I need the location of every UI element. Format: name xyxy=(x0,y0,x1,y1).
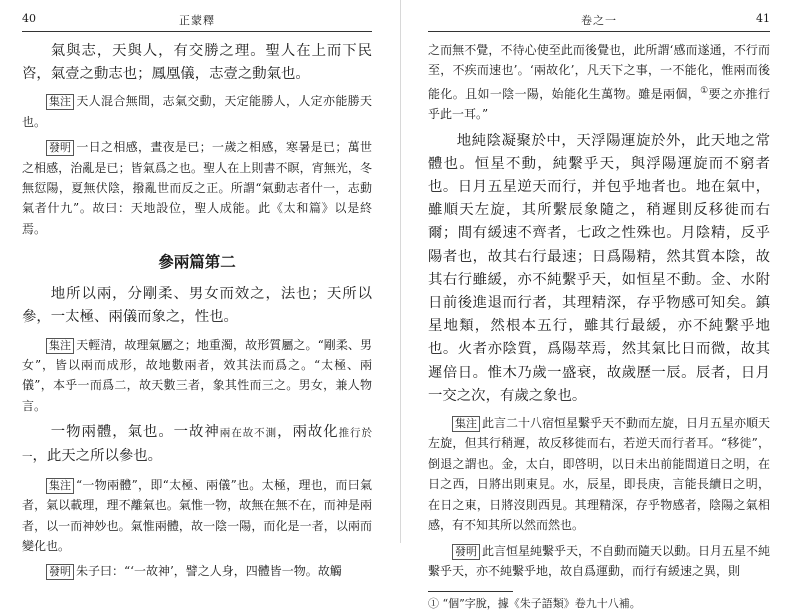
commentary-tag: 集注 xyxy=(46,478,74,494)
commentary-text: 天輕清，故理氣屬之；地重濁，故形質屬之。“剛柔、男女”，皆以兩而成形，故地數兩者，效其法而爲之。“太極、兩儀”，本乎一而爲二，故天數三者，象其性而三之。男女，兼人物言。 xyxy=(22,337,372,413)
right-content xyxy=(428,40,770,612)
footnote-marker: ① xyxy=(428,597,439,611)
commentary-tag: 集注 xyxy=(46,94,74,110)
elucidation-paragraph xyxy=(22,137,372,239)
continued-commentary xyxy=(428,40,770,125)
commentary-text: “一物兩體”，即“太極、兩儀”也。太極，理也，而曰氣者，氣以載理，理不離氣也。氣惟一物，故無在無不在，而神是兩者，以一而神妙也。氣惟兩體，故一陰一陽，而化是一者，以兩而變化也。 xyxy=(22,477,372,553)
footnote-text: “個”字脫，據《朱子語類》卷九十八補。 xyxy=(442,597,641,611)
footnote xyxy=(428,596,770,612)
left-page-number: 40 xyxy=(22,12,36,25)
elucidation-text: 一日之相感，晝夜是已；一歲之相感，寒暑是已；萬世之相感，治亂是已；皆氣爲之也。聖人在上則書不瞑，宵無光，冬無愆陽，夏無伏陰，撥亂世而反之正。所謂“氣動志者什一，志動氣者什九”。故曰：天地設位，聖人成能。此《太和篇》以是終焉。 xyxy=(22,140,372,236)
elucidation-paragraph xyxy=(428,541,770,582)
left-page xyxy=(0,0,400,579)
commentary-paragraph xyxy=(428,413,770,535)
commentary-text: 天人混合無間，志氣交動，天定能勝人，人定亦能勝天也。 xyxy=(22,94,372,129)
commentary-text: 之而無不覺，不待心使至此而後覺也，此所謂‘感而遂通，不行而至，不疾而速也’。‘兩故化’，凡天下之事，一不能化，惟兩而後能化。且如一陰一陽，始能化生萬物。雖是兩個， xyxy=(428,43,770,101)
elucidation-text: 朱子曰：“‘一故神’，譬之人身，四體皆一物。故觸 xyxy=(76,564,342,579)
commentary-tag: 集注 xyxy=(452,416,480,432)
main-text-paragraph: 地所以兩，分剛柔、男女而效之，法也；天所以參，一太極、兩儀而象之，性也。 xyxy=(22,286,372,326)
footnote-divider xyxy=(428,591,513,592)
commentary-paragraph xyxy=(22,475,372,557)
main-text-segment: ，此天之所以參也。 xyxy=(32,448,163,465)
footnote-reference: ① xyxy=(700,85,709,96)
elucidation-tag: 發明 xyxy=(46,564,74,580)
right-running-title: 卷之一 xyxy=(581,14,617,27)
main-text-paragraph xyxy=(22,421,372,469)
left-content xyxy=(22,40,372,582)
commentary-paragraph xyxy=(22,335,372,417)
interlinear-note: 推行於一 xyxy=(22,427,372,464)
commentary-tag: 集注 xyxy=(46,338,74,354)
left-header xyxy=(22,9,372,32)
right-header xyxy=(428,9,770,32)
elucidation-text: 此言恒星純繫乎天，不自動而隨天以動。日月五星不純繫乎天，亦不純繫乎地，故自爲運動，而行有緩速之異，則 xyxy=(428,543,771,578)
main-text-paragraph: 地純陰凝聚於中，天浮陽運旋於外，此天地之常體也。恒星不動，純繫乎天，與浮陽運旋而不窮者也。日月五星逆天而行，并包乎地者也。地在氣中，雖順天左旋，其所繫辰象隨之，稍遲則反移徙而右爾；間有緩速不齊者，七政之性殊也。月陰精，反乎陽者也，故其右行最速；日爲陽精，然其質本陰，故其右行雖緩，亦不純繫乎天，如恒星不動。金、水附日前後進退而行者，其理精深，存乎物感可知矣。鎮星地類，然根本五行，雖其行最緩，亦不純繫乎地也。火者亦陰質，爲陽萃焉，然其氣比日而微，故其遲倍日。惟木乃歲一盛衰，故歲歷一辰。辰者，日月一交之次，有歲之象也。 xyxy=(428,132,770,404)
left-running-title: 正蒙釋 xyxy=(179,14,215,27)
right-page-number: 41 xyxy=(756,12,770,25)
main-text-paragraph: 氣與志，天與人，有交勝之理。聖人在上而下民咨，氣壹之動志也；鳳凰儀，志壹之動氣也。 xyxy=(22,43,372,83)
section-title: 參兩篇第二 xyxy=(158,253,236,272)
main-text-segment: 一物兩體，氣也。一故神 xyxy=(50,424,220,441)
interlinear-note: 兩在故不測 xyxy=(219,427,278,440)
commentary-text: 此言二十八宿恒星繫乎天不動而左旋，日月五星亦順天左旋，但其行稍遲，故反移徙而右，若逆天而行者耳。“移徙”，倒退之謂也。金，太白，即啓明，以日未出前能間道日之明，在日之西，日將出則東見。水，辰星，即長庚，言能長續日之明，在日之東，日將沒則西見。其理精深，存乎物感者，陰陽之氣相感，有不知其所以然而然也。 xyxy=(428,416,771,533)
commentary-text: 要之亦推行乎此一耳。” xyxy=(428,86,770,122)
elucidation-tag: 發明 xyxy=(452,544,480,560)
elucidation-tag: 發明 xyxy=(46,140,74,156)
main-text-segment: ，兩故化 xyxy=(277,424,339,441)
commentary-paragraph xyxy=(22,91,372,132)
right-page xyxy=(400,0,800,611)
elucidation-paragraph xyxy=(22,561,372,581)
